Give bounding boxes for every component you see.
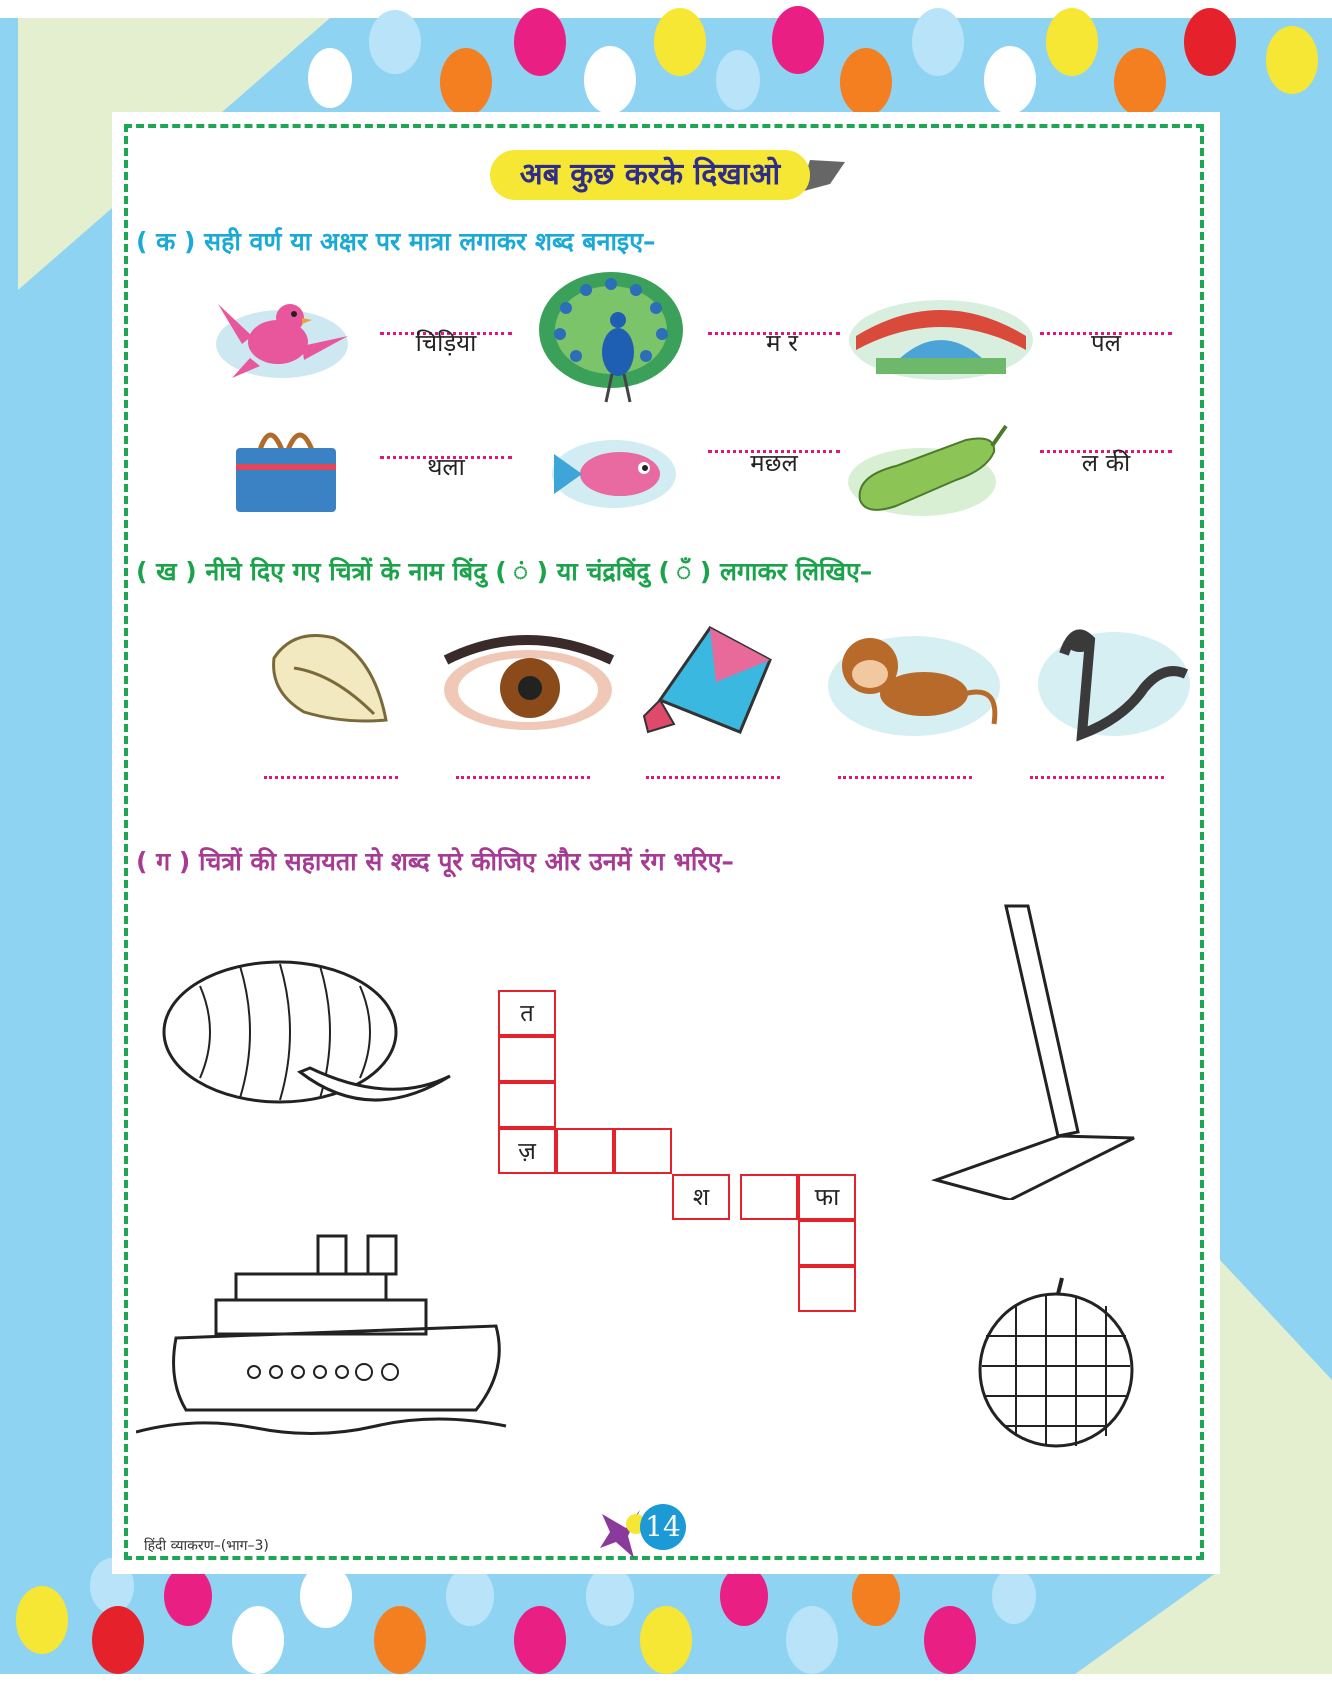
crossword-cell-blank[interactable] <box>740 1174 798 1220</box>
eye-picture <box>436 624 620 734</box>
answer-line-monkey[interactable] <box>838 776 972 779</box>
word-gourd: ल की <box>1081 449 1131 477</box>
section-kha-heading: ( ख ) नीचे दिए गए चित्रों के नाम बिंदु ( ं ) या चंद्रबिंदु ( ँ ) लगाकर लिखिए– <box>136 557 873 586</box>
crossword-cell-blank[interactable] <box>498 1082 556 1128</box>
crossword-cell-blank[interactable] <box>556 1128 614 1174</box>
hoe-picture <box>930 900 1140 1200</box>
crossword-cell-t[interactable]: त <box>498 990 556 1036</box>
crossword-cell-blank[interactable] <box>798 1220 856 1266</box>
bag-picture <box>230 420 342 516</box>
crossword-cell-blank[interactable] <box>498 1036 556 1082</box>
crossword-cell-sh[interactable]: श <box>672 1174 730 1220</box>
answer-line-eye[interactable] <box>456 776 590 779</box>
crossword-cell-ph[interactable]: फा <box>798 1174 856 1220</box>
word-fish: मछल <box>750 449 798 477</box>
star-icon <box>598 1504 642 1560</box>
word-peacock: म र <box>766 329 798 357</box>
kite-picture <box>640 620 780 756</box>
section-ga-heading: ( ग ) चित्रों की सहायता से शब्द पूरे कीजिए और उनमें रंग भरिए– <box>136 847 734 876</box>
monkey-picture <box>824 624 1004 740</box>
bridge-picture <box>846 290 1036 382</box>
gourd-picture <box>846 420 1016 520</box>
crossword-cell-blank[interactable] <box>798 1266 856 1312</box>
book-title: हिंदी व्याकरण–(भाग–3) <box>144 1538 269 1554</box>
bird-picture <box>212 296 354 382</box>
page-title: अब कुछ करके दिखाओ <box>519 157 781 192</box>
custard-apple-picture <box>966 1276 1146 1450</box>
page-number: 14 <box>640 1504 686 1550</box>
answer-line-snake[interactable] <box>1030 776 1164 779</box>
section-ka-heading: ( क ) सही वर्ण या अक्षर पर मात्रा लगाकर शब्द बनाइए– <box>136 227 656 256</box>
snake-picture <box>1034 614 1194 742</box>
word-bird: चिड़िया <box>415 329 477 357</box>
fish-picture <box>548 434 678 514</box>
title-banner <box>490 148 850 202</box>
answer-line-shell[interactable] <box>264 776 398 779</box>
answer-line-kite[interactable] <box>646 776 780 779</box>
crossword-cell-z[interactable]: ज़ <box>498 1128 556 1174</box>
word-bridge: पल <box>1091 329 1121 357</box>
shell-picture <box>264 628 392 732</box>
peacock-picture <box>536 268 686 408</box>
word-bag: थला <box>427 453 465 481</box>
watermelon-picture <box>160 956 460 1130</box>
crossword-cell-blank[interactable] <box>614 1128 672 1174</box>
ship-picture <box>136 1220 516 1440</box>
